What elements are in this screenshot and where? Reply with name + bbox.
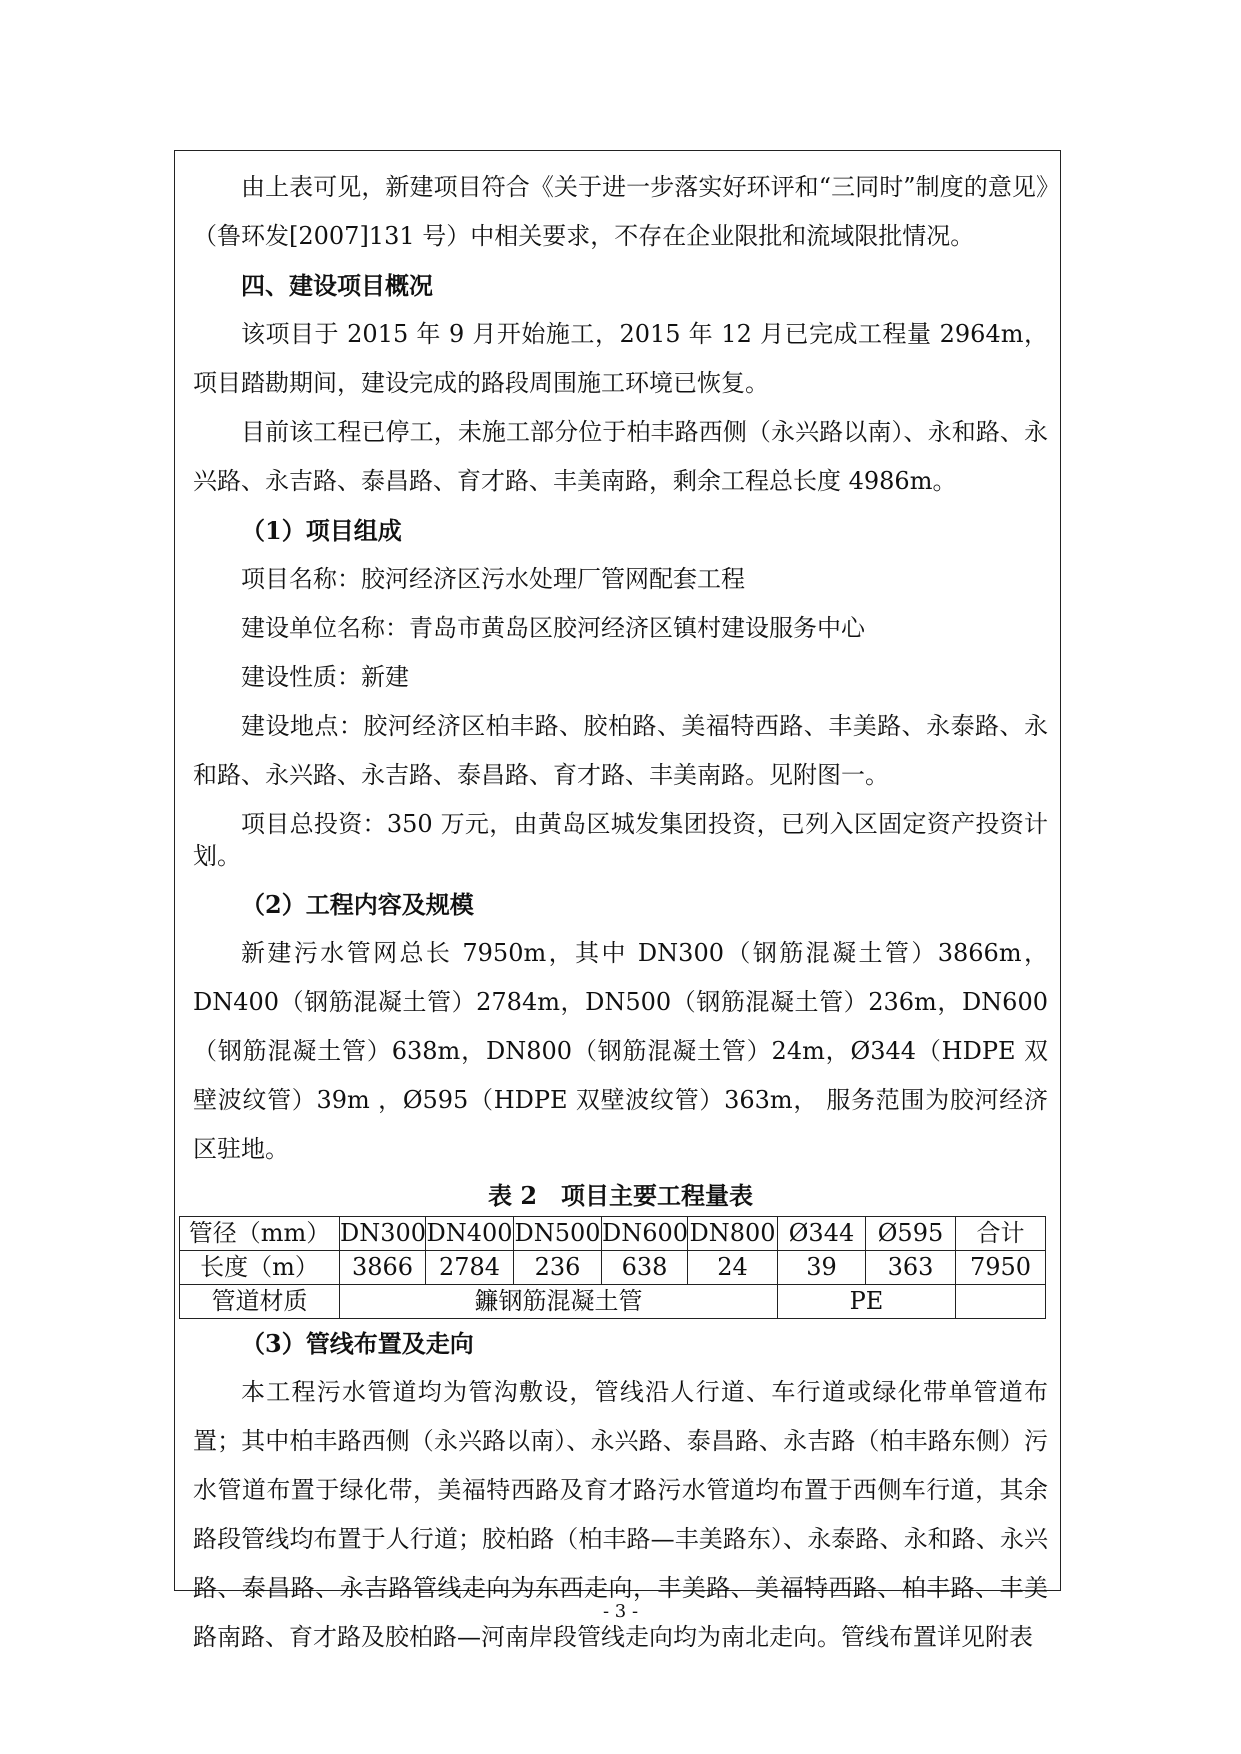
table-cell: 39 [778,1251,866,1285]
paragraph-compliance: 由上表可见，新建项目符合《关于进一步落实好环评和“三同时”制度的意见》（鲁环发[2007]131 号）中相关要求，不存在企业限批和流域限批情况。 [193,173,1048,250]
table-cell: DN800 [688,1217,778,1251]
table-cell: 合计 [956,1217,1046,1251]
paragraph-nature: 建设性质：新建 [241,663,409,691]
table-cell: DN400 [426,1217,514,1251]
table-cell: 363 [866,1251,956,1285]
section-heading-4: 四、建设项目概况 [241,271,433,300]
paragraph-investment: 项目总投资：350 万元，由黄岛区城发集团投资，已列入区固定资产投资计划。 [193,810,1048,870]
subheading-pipeline-layout: （3）管线布置及走向 [241,1329,474,1358]
table-row-diameter [180,1217,1046,1251]
paragraph-pipeline-layout: 本工程污水管道均为管沟敷设，管线沿人行道、车行道或绿化带单管道布置；其中柏丰路西侧（永兴路以南）、永兴路、泰昌路、永吉路（柏丰路东侧）污水管道布置于绿化带，美福特西路及育才路污水管道均布置于西侧车行道，其余路段管线均布置于人行道；胶柏路（柏丰路—丰美路东）、永泰路、永和路、永兴路、泰昌路、永吉路管线走向为东西走向，丰美路、美福特西路、柏丰路、丰美路南路、育才路及胶柏路—河南岸段管线走向均为南北走向。管线布置详见附表 [193,1378,1048,1651]
table-cell: DN500 [514,1217,602,1251]
table-cell: Ø344 [778,1217,866,1251]
table-cell: DN600 [602,1217,688,1251]
paragraph-construction-status: 该项目于 2015 年 9 月开始施工，2015 年 12 月已完成工程量 2964m，项目踏勘期间，建设完成的路段周围施工环境已恢复。 [193,320,1048,397]
quantity-table [179,1216,1046,1319]
table-cell: Ø595 [866,1217,956,1251]
table-cell: 管径（mm） [180,1217,340,1251]
table-row-material [180,1285,1046,1319]
table-cell: 鐮钢筋混凝土管 [340,1285,778,1319]
paragraph-project-name: 项目名称：胶河经济区污水处理厂管网配套工程 [241,565,745,593]
table-cell: PE [778,1285,956,1319]
table-cell: 7950 [956,1251,1046,1285]
table-cell [956,1285,1046,1319]
subheading-project-composition: （1）项目组成 [241,516,402,545]
paragraph-builder: 建设单位名称：青岛市黄岛区胶河经济区镇村建设服务中心 [241,614,865,642]
table-cell: DN300 [340,1217,426,1251]
page-number: - 3 - [602,1601,639,1622]
table-cell: 638 [602,1251,688,1285]
paragraph-scale: 新建污水管网总长 7950m，其中 DN300（钢筋混凝土管）3866m，DN400（钢筋混凝土管）2784m，DN500（钢筋混凝土管）236m，DN600（钢筋混凝土管）638m，DN800（钢筋混凝土管）24m，Ø344（HDPE 双壁波纹管）39m ，Ø595（HDPE 双壁波纹管）363m， 服务范围为胶河经济区驻地。 [193,939,1048,1163]
table-cell: 长度（m） [180,1251,340,1285]
table-row-length [180,1251,1046,1285]
table-caption: 表 2 项目主要工程量表 [487,1181,754,1210]
document-content [188,163,1048,1662]
table-cell: 24 [688,1251,778,1285]
table-cell: 236 [514,1251,602,1285]
paragraph-location: 建设地点：胶河经济区柏丰路、胶柏路、美福特西路、丰美路、永泰路、永和路、永兴路、永吉路、泰昌路、育才路、丰美南路。见附图一。 [193,712,1048,789]
subheading-scale: （2）工程内容及规模 [241,890,474,919]
table-cell: 3866 [340,1251,426,1285]
paragraph-remaining-work: 目前该工程已停工，未施工部分位于柏丰路西侧（永兴路以南）、永和路、永兴路、永吉路、泰昌路、育才路、丰美南路，剩余工程总长度 4986m。 [193,418,1048,495]
document-frame [174,150,1061,1651]
table-cell: 管道材质 [180,1285,340,1319]
table-cell: 2784 [426,1251,514,1285]
